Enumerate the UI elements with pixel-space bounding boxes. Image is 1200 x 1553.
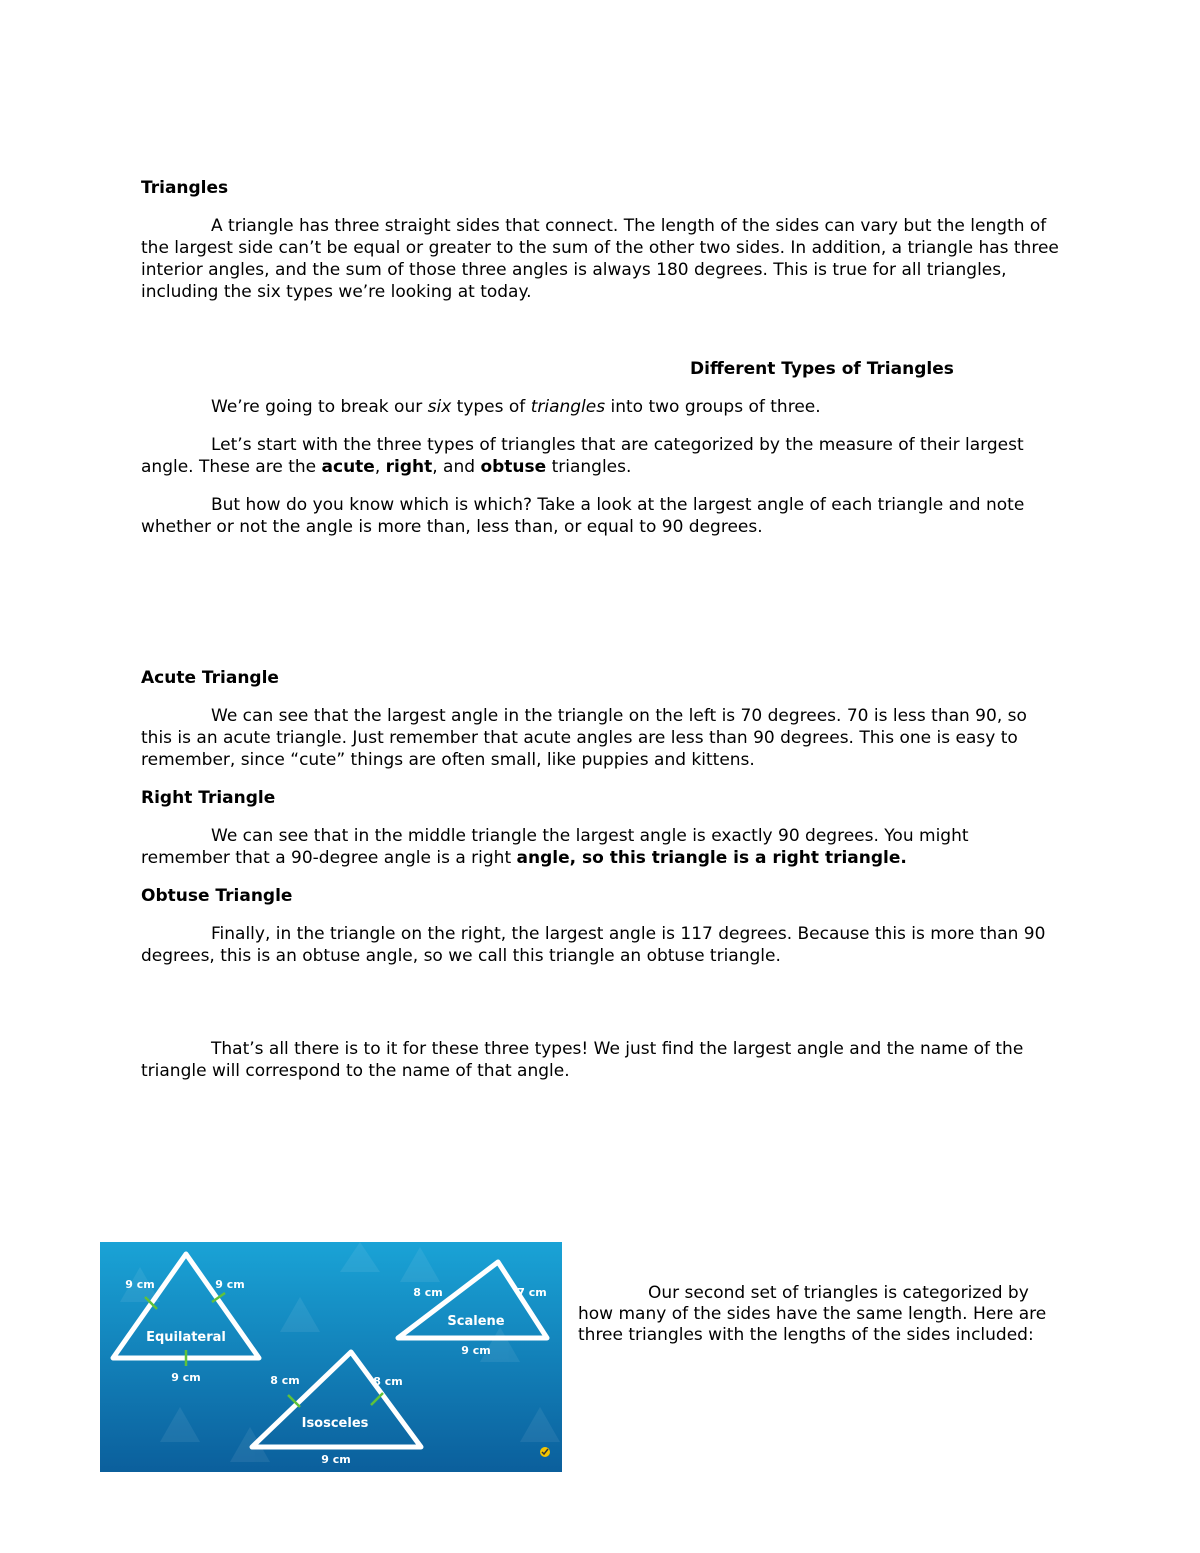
text-bold-run: angle, so this triangle is a right triangle. [516,848,907,868]
text-run: triangles. [546,457,632,477]
acute-paragraph: We can see that the largest angle in the triangle on the left is 70 degrees. 70 is less than 90, so this is an acute triangle. Just remember that acute angles are less than 90 degrees. This one is easy to remember, since “cute” things are often small, like puppies and kittens. [141,706,1027,770]
scalene-label: Scalene [447,1314,505,1329]
triangle-figure-svg [100,1242,562,1472]
text-bold-acute: acute [321,457,375,477]
equilateral-bottom-side-label: 9 cm [171,1371,201,1384]
summary-section [141,1038,1061,1082]
equilateral-label: Equilateral [146,1330,226,1345]
right-heading: Right Triangle [141,788,276,808]
text-run: types of [451,397,531,417]
second-set-paragraph: Our second set of triangles is categorized by how many of the sides have the same length. Here are three triangles with the lengths of the sides included: [578,1283,1047,1345]
text-italic-triangles: triangles [530,397,606,417]
text-run: into two groups of three. [605,397,821,417]
obtuse-heading: Obtuse Triangle [141,886,293,906]
types-section [141,396,1061,538]
text-run: Let’s start with the three types of triangles that are categorized by the measure of their largest angle. These are the [141,435,1024,477]
types-paragraph-2 [141,434,1061,478]
text-run: We’re going to break our [211,397,428,417]
isosceles-bottom-side-label: 9 cm [321,1453,351,1466]
isosceles-label: Isosceles [301,1416,369,1431]
scalene-right-side-label: 7 cm [517,1286,547,1299]
text-run: We can see that in the middle triangle the largest angle is exactly 90 degrees. You might remember that a 90-degree angle is a right [141,826,969,868]
triangle-types-figure [100,1242,562,1472]
right-paragraph [141,825,1061,869]
acute-section [141,667,1061,967]
text-italic-six: six [427,397,452,417]
types-heading: Different Types of Triangles [690,359,954,379]
intro-paragraph: A triangle has three straight sides that connect. The length of the sides can vary but the length of the largest side can’t be equal or greater to the sum of the other two sides. In addition, a triangle has three interior angles, and the sum of those three angles is always 180 degrees. This is true for all triangles, including the six types we’re looking at today. [141,216,1059,302]
scalene-bottom-side-label: 9 cm [461,1344,491,1357]
intro-heading: Triangles [141,178,229,198]
equilateral-right-side-label: 9 cm [215,1278,245,1291]
scalene-left-side-label: 8 cm [413,1286,443,1299]
text-bold-obtuse: obtuse [480,457,547,477]
equilateral-left-side-label: 9 cm [125,1278,155,1291]
isosceles-right-side-label: 8 cm [373,1375,403,1388]
acute-heading: Acute Triangle [141,668,279,688]
types-paragraph-1 [141,396,1061,418]
text-run: , [374,457,386,477]
obtuse-paragraph: Finally, in the triangle on the right, the largest angle is 117 degrees. Because this is more than 90 degrees, this is an obtuse angle, so we call this triangle an obtuse triangle. [141,924,1046,966]
types-paragraph-3: But how do you know which is which? Take a look at the largest angle of each triangle and note whether or not the angle is more than, less than, or equal to 90 degrees. [141,495,1025,537]
text-run: , and [432,457,481,477]
intro-section [141,177,1061,303]
summary-paragraph: That’s all there is to it for these three types! We just find the largest angle and the name of the triangle will correspond to the name of that angle. [141,1039,1024,1081]
text-bold-right: right [385,457,433,477]
isosceles-left-side-label: 8 cm [270,1374,300,1387]
second-set-section [578,1283,1058,1346]
